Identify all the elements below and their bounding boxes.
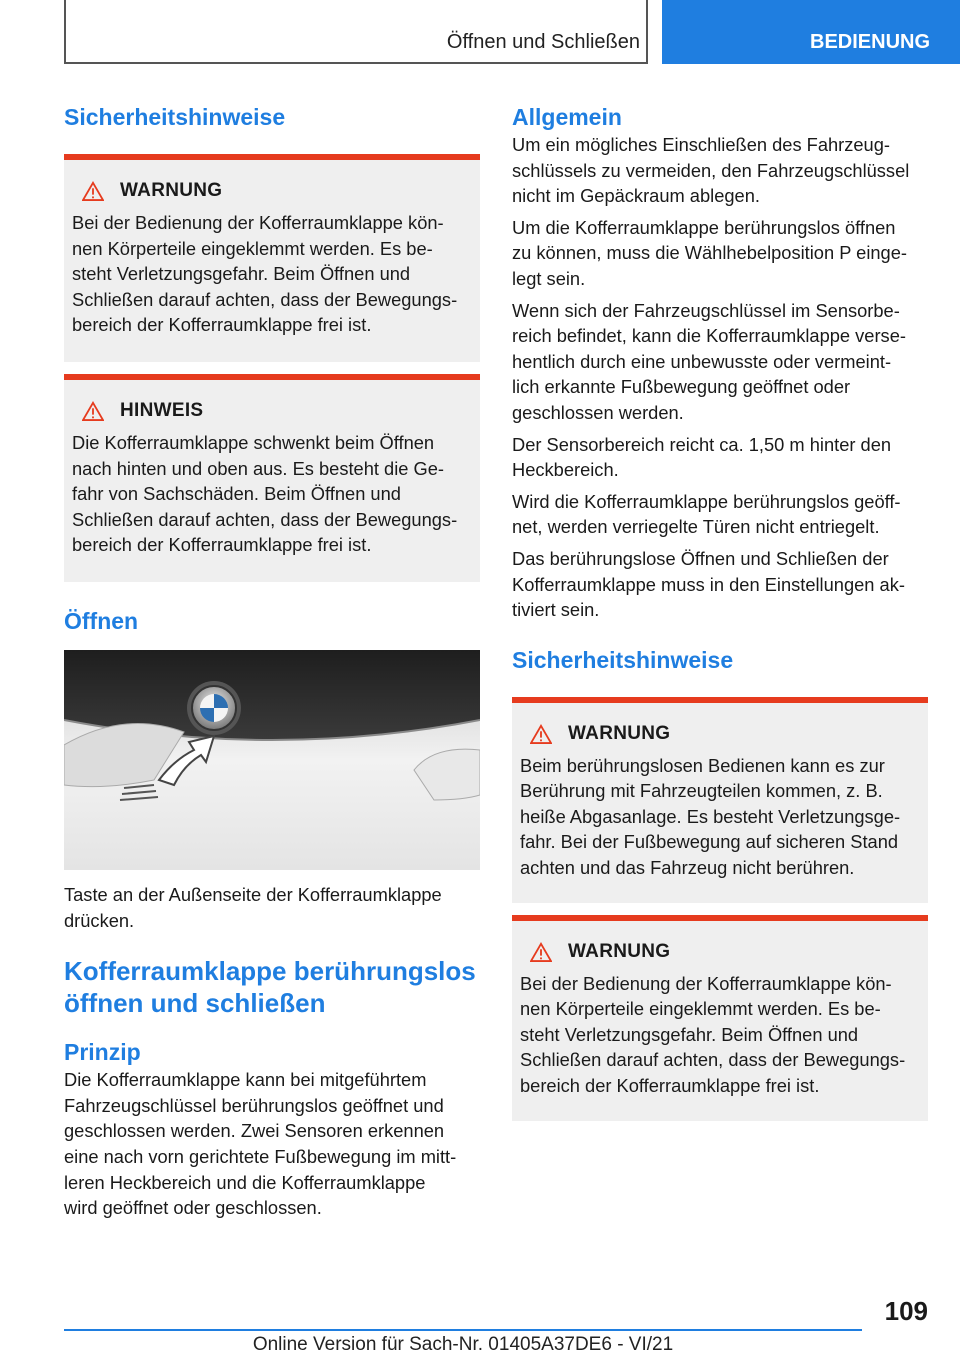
warning-text-line: Bei der Bedienung der Kofferraumklappe kön- (72, 212, 444, 233)
general-paragraph (512, 546, 928, 623)
warning-triangle-icon (82, 401, 104, 421)
paragraph-line: Wenn sich der Fahrzeugschlüssel im Sensorbe- (512, 299, 900, 321)
principle-text-line: wird geöffnet oder geschlossen. (64, 1197, 322, 1219)
open-heading: Öffnen (64, 608, 139, 634)
principle-heading: Prinzip (64, 1039, 141, 1066)
warning-triangle-icon (530, 724, 552, 744)
general-paragraph (512, 298, 928, 426)
notice-title: HINWEIS (120, 400, 204, 421)
paragraph-line: tiviert sein. (512, 599, 600, 621)
warning-triangle-icon (530, 942, 552, 962)
warning-title-row (82, 176, 472, 206)
warning-box (512, 915, 928, 1121)
warning-triangle-icon (82, 181, 104, 201)
warning-text-line: heiße Abgasanlage. Es besteht Verletzungsge- (520, 805, 901, 827)
paragraph-line: legt sein. (512, 267, 586, 289)
warning-title-row (530, 719, 920, 749)
paragraph-line: Kofferraumklappe muss in den Einstellungen ak- (512, 573, 905, 595)
paragraph-line: schlüssels zu vermeiden, den Fahrzeugschlüssel (512, 159, 910, 181)
paragraph-line: lich erkannte Fußbewegung geöffnet oder (512, 376, 851, 398)
warning-text-line: Schließen darauf achten, dass der Bewegungs- (520, 1049, 906, 1071)
warning-text-line: bereich der Kofferraumklappe frei ist. (520, 1075, 820, 1097)
notice-title-row (82, 396, 472, 426)
warning-text-line: Berührung mit Fahrzeugteilen kommen, z. B. (520, 780, 883, 802)
right-column (512, 98, 928, 1121)
section-title: Öffnen und Schließen (446, 31, 640, 53)
paragraph-line: Um die Kofferraumklappe berührungslos öffnen (512, 216, 896, 238)
general-paragraph (512, 489, 928, 540)
notice-text-line: Schließen darauf achten, dass der Bewegungs- (72, 508, 458, 530)
paragraph-line: Das berührungslose Öffnen und Schließen der (512, 547, 889, 569)
principle-text-line: leren Heckbereich und die Kofferraumklappe (64, 1171, 426, 1193)
notice-text-line: bereich der Kofferraumklappe frei ist. (72, 534, 372, 556)
warning-text-line: bereich der Kofferraumklappe frei ist. (72, 314, 372, 336)
warning-title: WARNUNG (568, 940, 671, 962)
paragraph-line: geschlossen werden. (512, 401, 684, 423)
principle-text-line: geschlossen werden. Zwei Sensoren erkennen (64, 1120, 445, 1142)
warning-text-line: steht Verletzungsgefahr. Beim Öffnen und (72, 263, 411, 285)
notice-text-line: fahr von Sachschäden. Beim Öffnen und (72, 483, 401, 505)
footer-divider (64, 1329, 862, 1331)
paragraph-line: reich befindet, kann die Kofferraumklappe verse- (512, 325, 906, 347)
photo-caption-line: Taste an der Außenseite der Kofferraumklappe (64, 884, 442, 905)
warning-box (512, 697, 928, 903)
contactless-heading-line: öffnen und schließen (64, 988, 326, 1019)
principle-text-line: eine nach vorn gerichtete Fußbewegung im mitt- (64, 1145, 457, 1167)
principle-text-line: Fahrzeugschlüssel berührungslos geöffnet und (64, 1094, 444, 1116)
left-column (64, 98, 480, 1221)
paragraph-line: Um ein mögliches Einschließen des Fahrzeug- (512, 134, 890, 155)
paragraph-line: zu können, muss die Wählhebelposition P einge- (512, 242, 907, 264)
warning-text-line: achten und das Fahrzeug nicht berühren. (520, 857, 855, 879)
warning-title-row (530, 937, 920, 967)
safety-heading: Sicherheitshinweise (512, 646, 734, 673)
general-paragraph (512, 432, 928, 483)
paragraph-line: hentlich durch eine unbewusste oder vermeint- (512, 350, 892, 372)
warning-text-line: nen Körperteile eingeklemmt werden. Es be- (72, 237, 433, 259)
general-heading: Allgemein (512, 104, 622, 130)
paragraph-line: Heckbereich. (512, 459, 619, 481)
notice-text-line: nach hinten und oben aus. Es besteht die Ge- (72, 457, 444, 479)
warning-title: WARNUNG (120, 180, 223, 201)
online-version-link[interactable]: Online Version für Sach-Nr. 01405A37DE6 - VI/21 (252, 1334, 674, 1355)
notice-box (64, 374, 480, 582)
warning-text-line: Beim berührungslosen Bedienen kann es zur (520, 754, 885, 776)
chapter-tab: BEDIENUNG (662, 0, 960, 64)
tailgate-button-photo (64, 650, 480, 870)
warning-text-line: Bei der Bedienung der Kofferraumklappe kön- (520, 972, 892, 994)
paragraph-line: Wird die Kofferraumklappe berührungslos geöff- (512, 490, 901, 512)
paragraph-line: nicht im Gepäckraum ablegen. (512, 185, 760, 207)
principle-text-line: Die Kofferraumklappe kann bei mitgeführtem (64, 1069, 427, 1091)
warning-text-line: nen Körperteile eingeklemmt werden. Es be- (520, 998, 881, 1020)
general-paragraph (512, 215, 928, 292)
warning-text-line: steht Verletzungsgefahr. Beim Öffnen und (520, 1023, 859, 1045)
warning-text-line: fahr. Bei der Fußbewegung auf sicheren Stand (520, 831, 899, 853)
notice-text-line: Die Kofferraumklappe schwenkt beim Öffnen (72, 432, 435, 453)
photo-caption-line: drücken. (64, 909, 135, 931)
warning-text-line: Schließen darauf achten, dass der Bewegungs- (72, 288, 458, 310)
safety-heading: Sicherheitshinweise (64, 104, 286, 130)
general-paragraph (512, 132, 928, 209)
contactless-heading-line: Kofferraumklappe berührungslos (64, 956, 476, 987)
paragraph-line: net, werden verriegelte Türen nicht entriegelt. (512, 516, 880, 538)
paragraph-line: Der Sensorbereich reicht ca. 1,50 m hinter den (512, 433, 892, 455)
warning-box (64, 154, 480, 362)
warning-title: WARNUNG (568, 722, 671, 744)
page-number: 109 (884, 1296, 928, 1326)
